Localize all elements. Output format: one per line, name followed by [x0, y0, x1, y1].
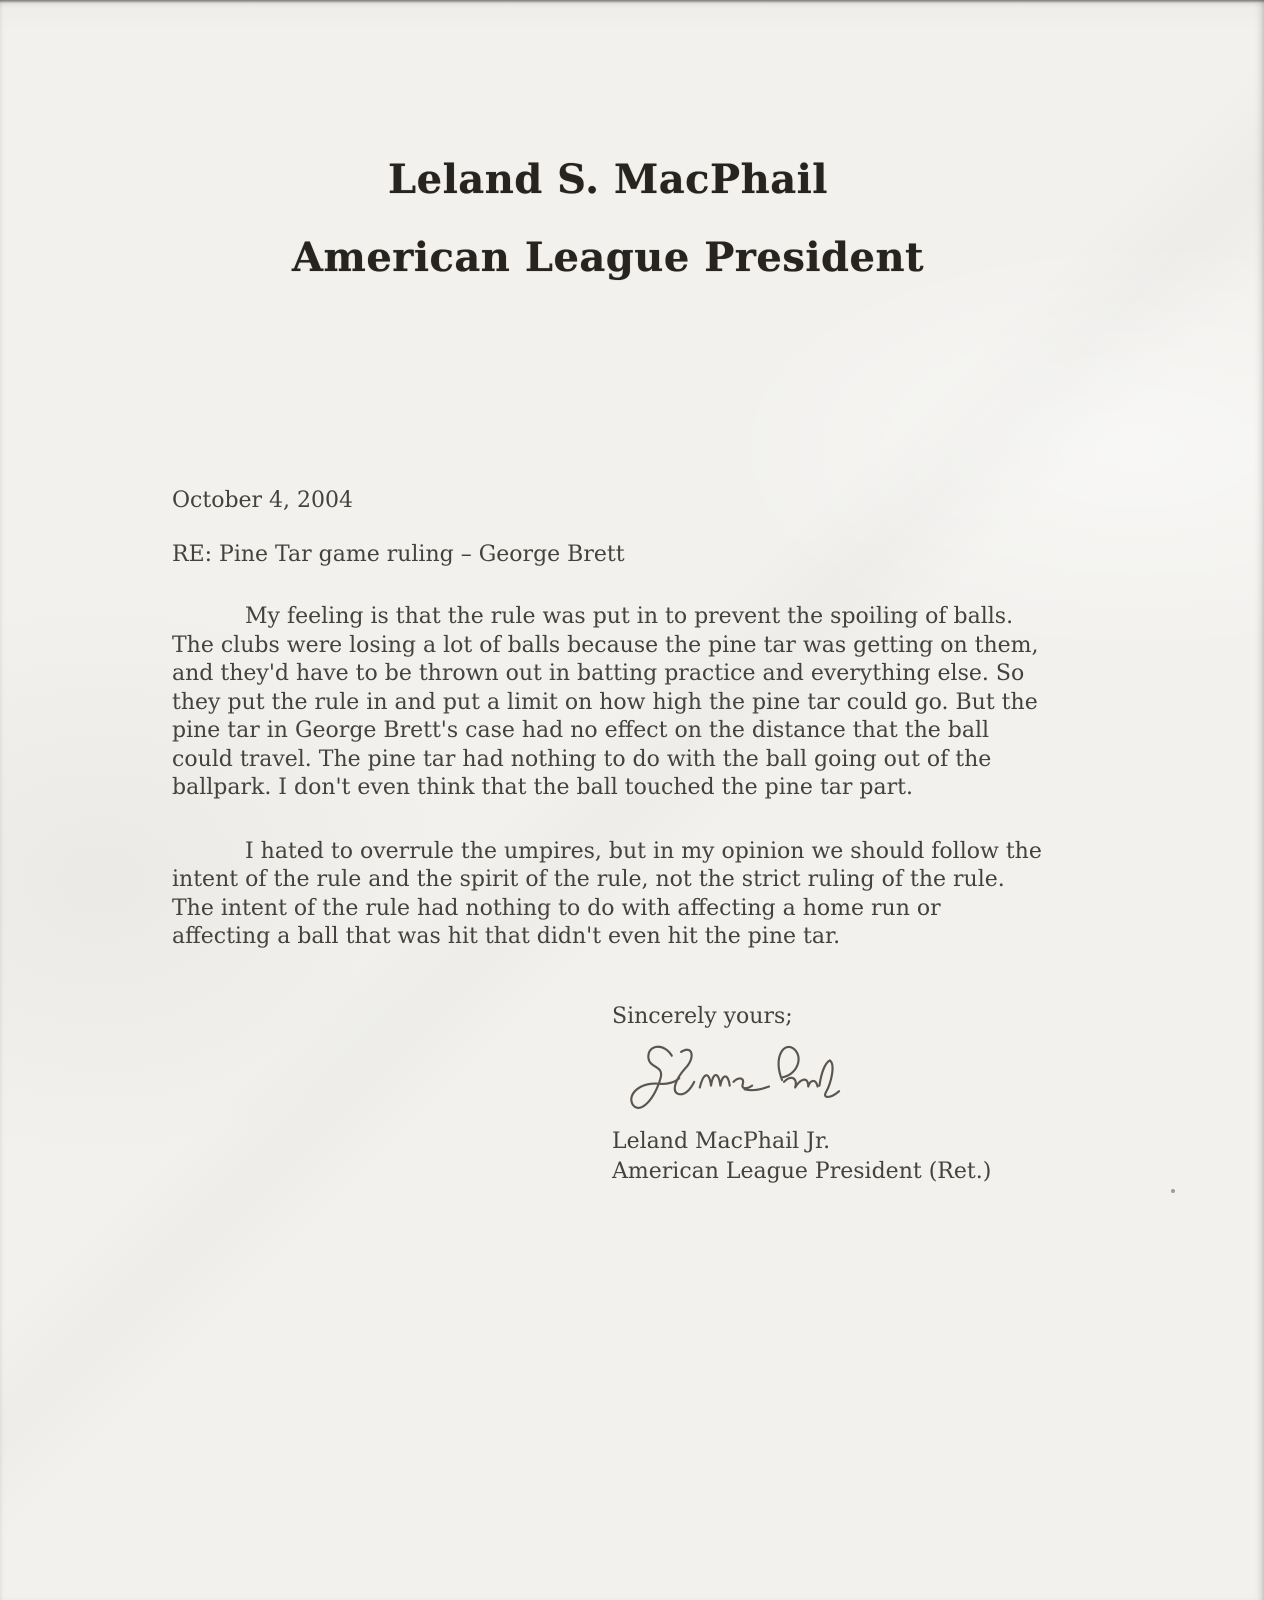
scan-top-edge [0, 0, 1264, 3]
letter-content [172, 158, 1044, 1187]
letter-paragraph: I hated to overrule the umpires, but in my opinion we should follow the intent of the rule and the spirit of the rule, not the strict ruling of the rule. The intent of the rule had nothing to do with affecting a home run or affecting a ball that was hit that didn't even hit the pine tar. [172, 838, 1042, 949]
closing-salutation: Sincerely yours; [612, 1003, 793, 1029]
signer-title: American League President (Ret.) [612, 1158, 992, 1184]
letter-date: October 4, 2004 [172, 488, 354, 513]
signer-name: Leland MacPhail Jr. [612, 1128, 831, 1154]
letter-paragraph: My feeling is that the rule was put in to prevent the spoiling of balls. The clubs were losing a lot of balls because the pine tar was getting on them, and they'd have to be thrown out in batting practice and everything else. So they put the rule in and put a limit on how high the pine tar could go. But the pine tar in George Brett's case had no effect on the distance that the ball could travel. The pine tar had nothing to do with the ball going out of the ballpark. I don't even think that the ball touched the pine tar part. [172, 604, 1039, 800]
letter-subject: RE: Pine Tar game ruling – George Brett [172, 542, 625, 567]
closing-block [612, 1003, 1044, 1187]
handwritten-signature-icon [620, 1037, 860, 1123]
letterhead-name: Leland S. MacPhail [388, 156, 828, 203]
dust-speck [1171, 1189, 1175, 1193]
letterhead-title: American League President [291, 234, 925, 281]
